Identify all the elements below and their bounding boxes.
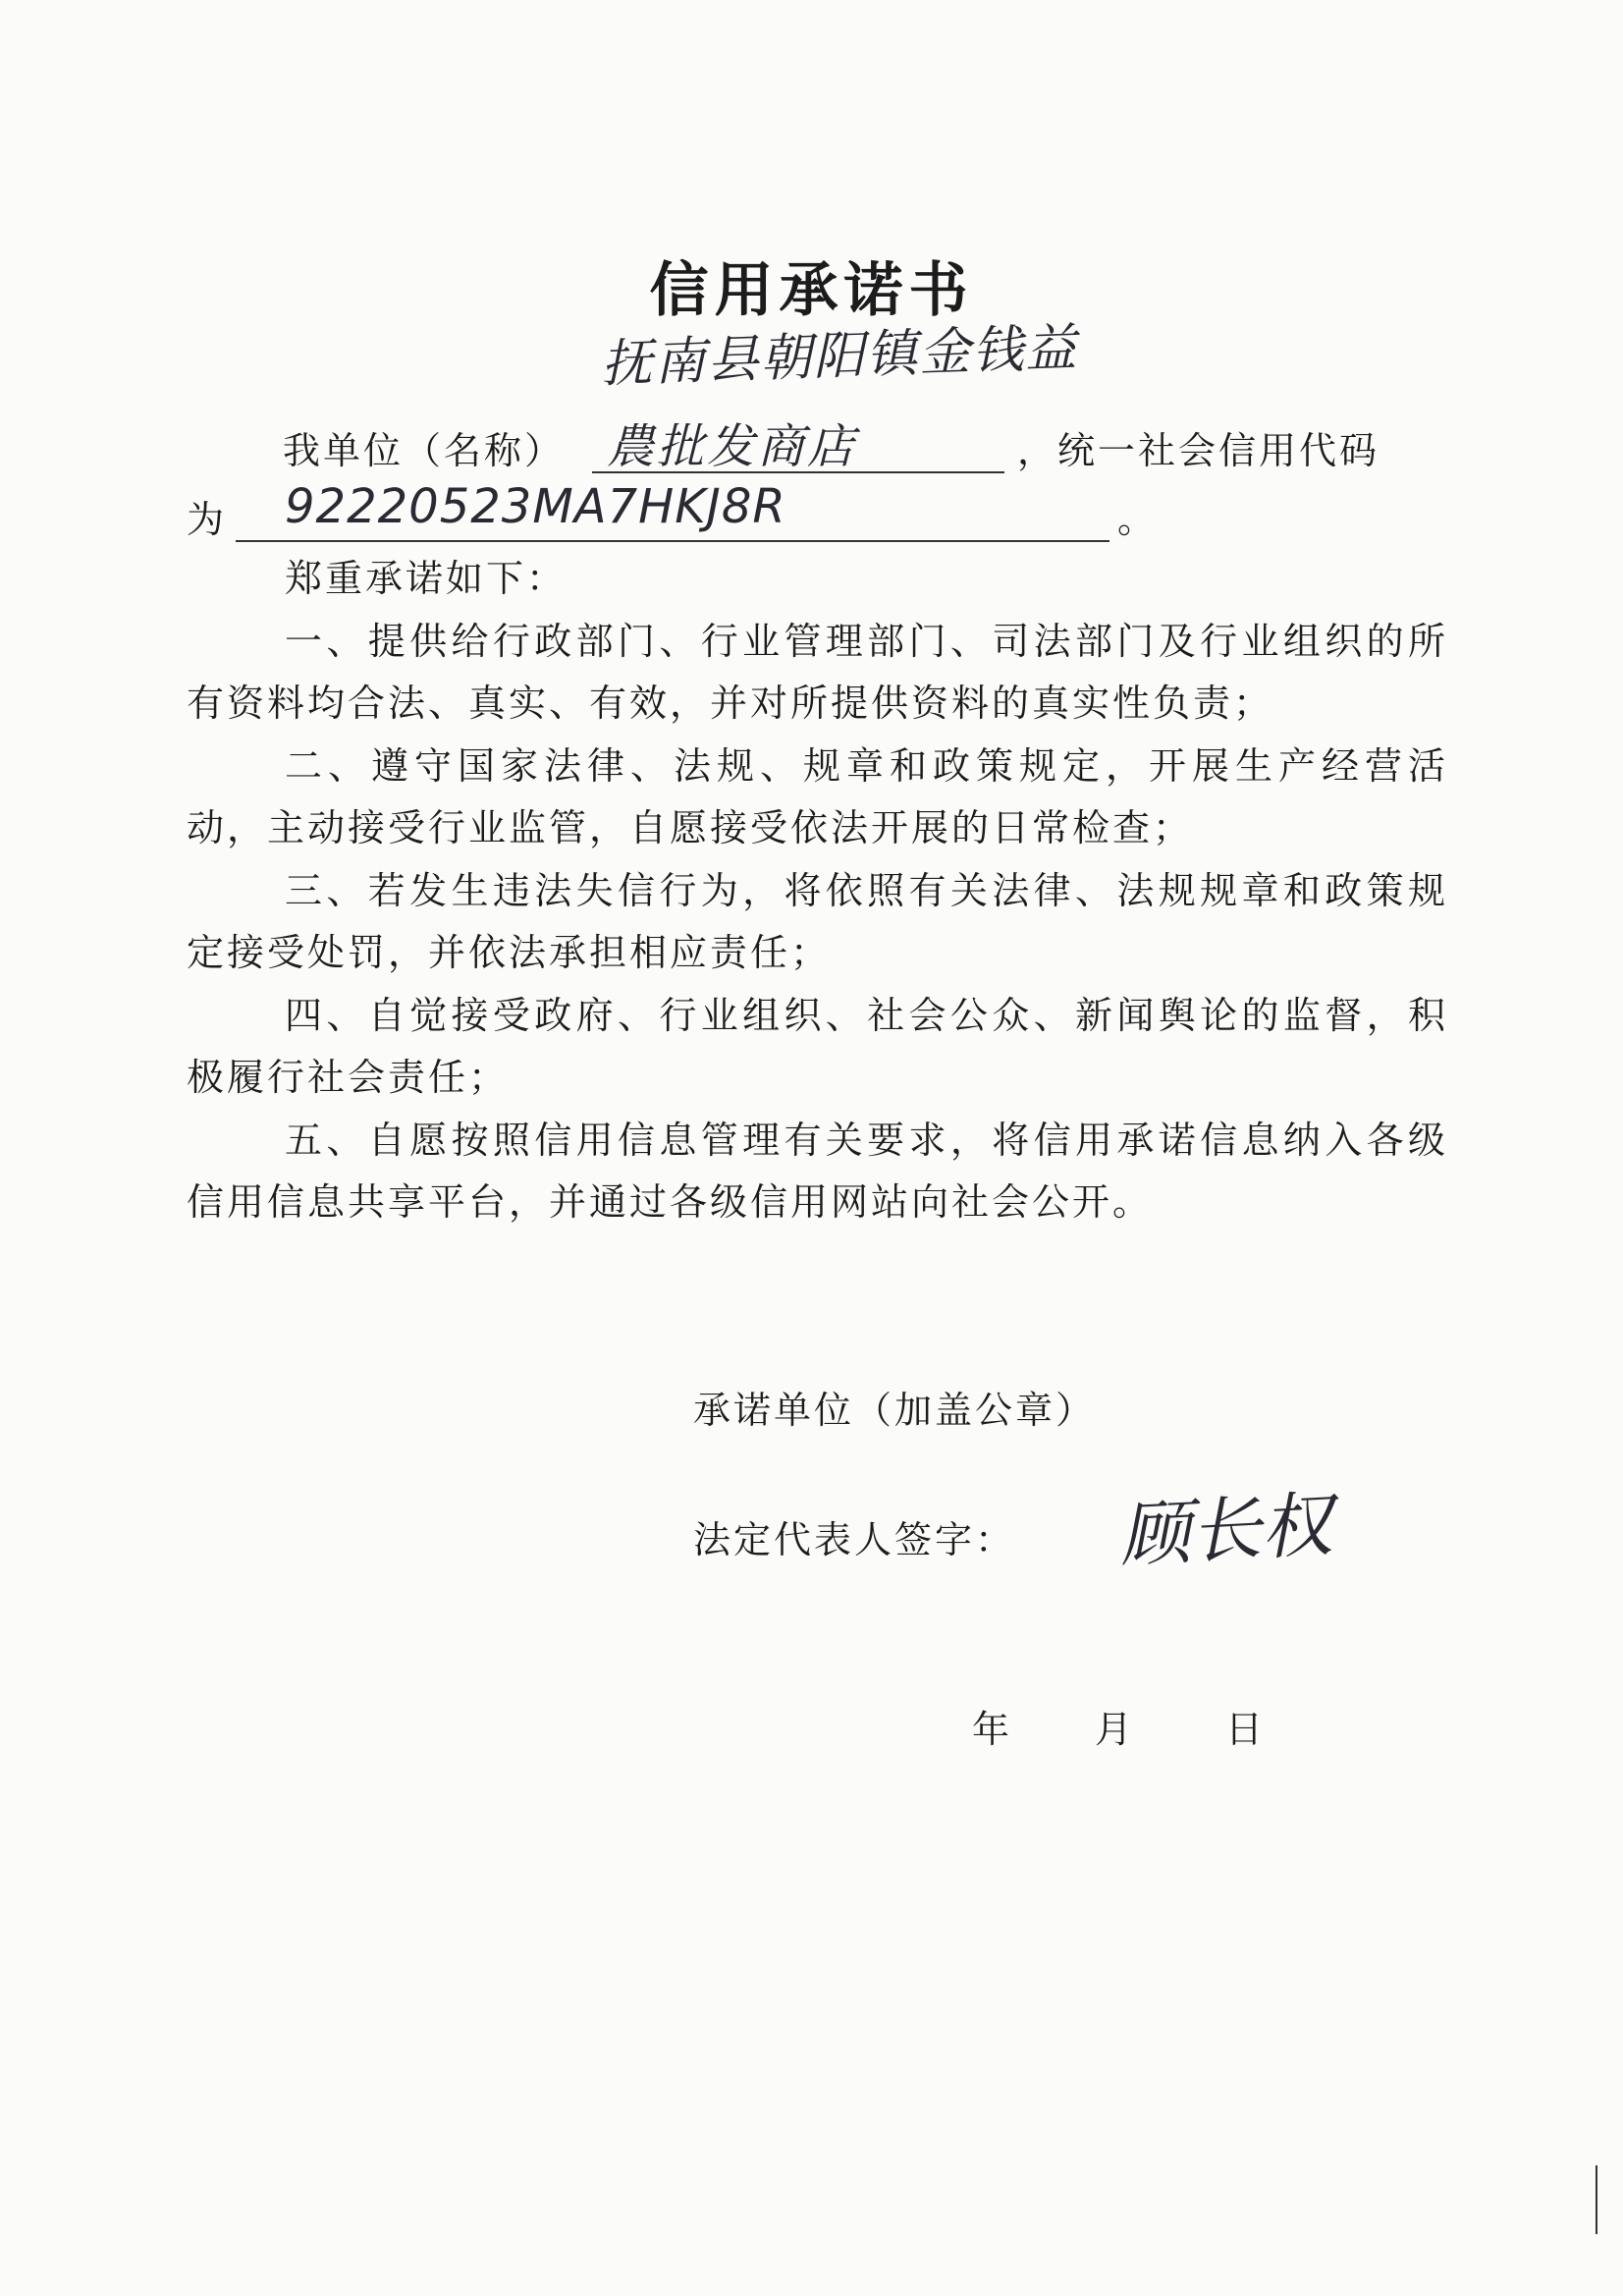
handwritten-credit-code: 92220523MA7HKJ8R bbox=[285, 479, 786, 534]
page-title: 信用承诺书 bbox=[649, 256, 974, 325]
handwritten-unit-name-line2: 農批发商店 bbox=[607, 419, 858, 474]
scan-edge-mark bbox=[1596, 2165, 1597, 2234]
commitment-item-5: 五、自愿按照信用信息管理有关要求，将信用承诺信息纳入各级信用信息共享平台，并通过各级信用网站向社会公开。 bbox=[187, 1118, 1448, 1224]
commitment-item-1: 一、提供给行政部门、行业管理部门、司法部门及行业组织的所有资料均合法、真实、有效，并对所提供资料的真实性负责； bbox=[187, 619, 1448, 725]
credit-code-underline bbox=[236, 540, 1109, 542]
commitment-intro: 郑重承诺如下： bbox=[285, 557, 568, 600]
commitment-item-4: 四、自觉接受政府、行业组织、社会公众、新闻舆论的监督，积极履行社会责任； bbox=[187, 993, 1448, 1099]
unit-name-label: 我单位（名称） bbox=[283, 429, 566, 472]
commitment-item-3: 三、若发生违法失信行为，将依照有关法律、法规规章和政策规定接受处罚，并依法承担相应责任； bbox=[187, 868, 1448, 974]
handwritten-signature: 顾长权 bbox=[1117, 1483, 1334, 1577]
commitment-body bbox=[187, 548, 1448, 1234]
credit-code-prefix: 为 bbox=[187, 498, 228, 541]
handwritten-unit-name-line1: 抚南县朝阳镇金钱益 bbox=[600, 318, 1080, 395]
commitment-item-2: 二、遵守国家法律、法规、规章和政策规定，开展生产经营活动，主动接受行业监管，自愿接受依法开展的日常检查； bbox=[187, 743, 1448, 849]
date-year: 年 bbox=[972, 1708, 1010, 1751]
credit-code-label: ，统一社会信用代码 bbox=[1017, 429, 1380, 472]
date-day: 日 bbox=[1225, 1708, 1264, 1751]
credit-code-end-mark: 。 bbox=[1117, 498, 1159, 541]
date-month: 月 bbox=[1095, 1708, 1133, 1751]
committing-unit-label: 承诺单位（加盖公章） bbox=[693, 1389, 1097, 1432]
legal-rep-signature-label: 法定代表人签字： bbox=[693, 1518, 1016, 1561]
